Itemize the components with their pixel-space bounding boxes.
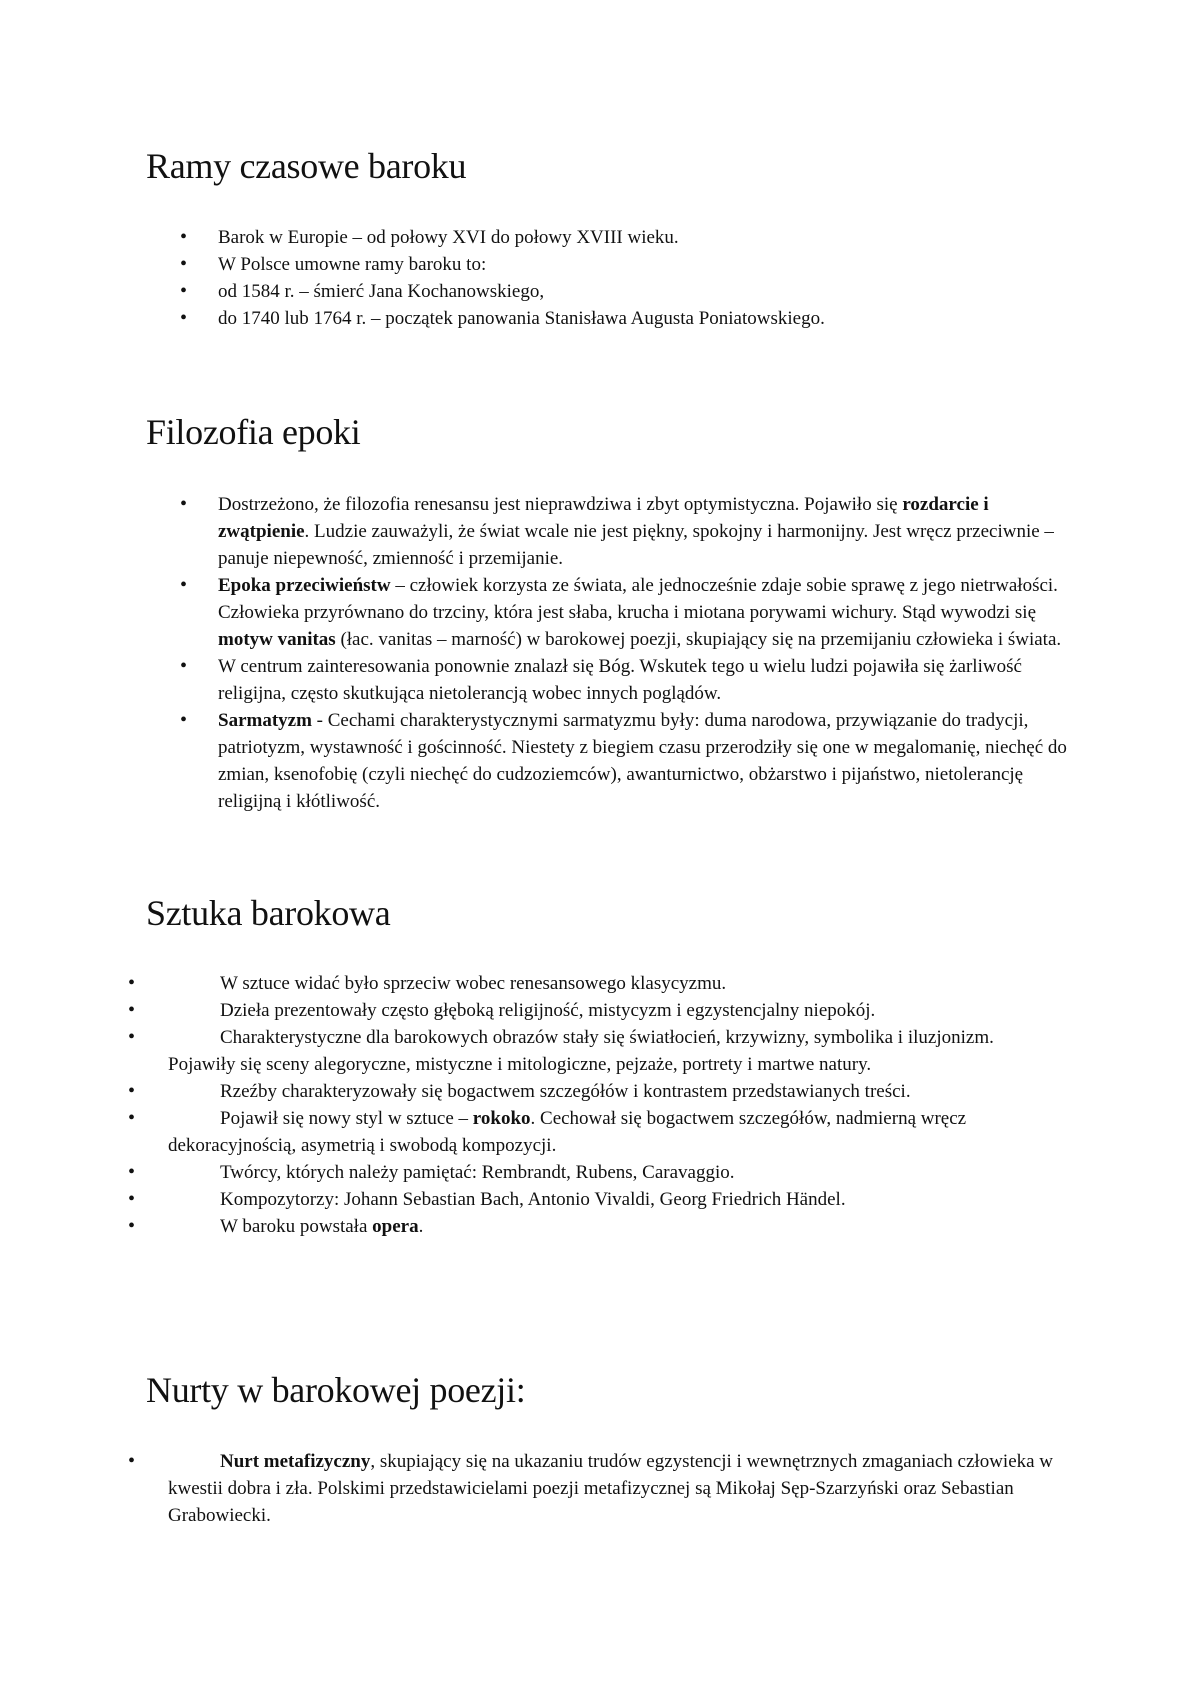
- bold-term: motyw vanitas: [218, 629, 336, 650]
- list-item: [180, 707, 1070, 815]
- heading-filozofia-epoki: Filozofia epoki: [146, 412, 361, 452]
- heading-nurty-poezji: Nurty w barokowej poezji:: [146, 1370, 526, 1410]
- list-item: [128, 970, 1063, 997]
- list-filozofia: [180, 491, 1070, 815]
- list-item: [128, 1213, 1063, 1240]
- text: , skupiający się na ukazaniu trudów egzystencji i wewnętrznych zmaganiach człowieka w kwestii dobra i zła. Polskimi przedstawicielami poezji metafizycznej są Mikołaj Sęp-Szarzyński oraz Sebastian Grabowiecki.: [168, 1451, 1054, 1526]
- text: - Cechami charakterystycznymi sarmatyzmu były: duma narodowa, przywiązanie do tradycji, patriotyzm, wystawność i gościnność. Niestety z biegiem czasu przerodziły się one w megalomanię, niechęć do zmian, ksenofobię (czyli niechęć do cudzoziemców), awanturnictwo, obżarstwo i pijaństwo, nietolerancję religijną i kłótliwość.: [218, 710, 1067, 812]
- list-item: • W Polsce umowne ramy baroku to:: [180, 251, 1080, 278]
- list-item: [128, 1024, 1063, 1078]
- list-sztuka: [128, 970, 1063, 1240]
- list-item: [128, 1105, 1063, 1159]
- list-item: • od 1584 r. – śmierć Jana Kochanowskiego,: [180, 278, 1080, 305]
- bold-term: rozdarcie i zwątpienie: [218, 494, 989, 542]
- heading-sztuka-barokowa: Sztuka barokowa: [146, 893, 391, 933]
- text: W baroku powstała: [220, 1216, 373, 1237]
- text: Rzeźby charakteryzowały się bogactwem szczegółów i kontrastem przedstawianych treści.: [220, 1081, 911, 1102]
- text: . Cechował się bogactwem szczegółów, nadmierną wręcz dekoracyjnością, asymetrią i swobodą kompozycji.: [168, 1108, 967, 1156]
- list-item: [128, 1078, 1063, 1105]
- bold-term: rokoko: [472, 1108, 531, 1129]
- text: – człowiek korzysta ze świata, ale jednocześnie zdaje sobie sprawę z jego nietrwałości. Człowieka przyrównano do trzciny, która jest słaba, krucha i miotana porywami wichury. Stąd wywodzi się: [218, 575, 1058, 623]
- text: .: [418, 1216, 424, 1237]
- text: W sztuce widać było sprzeciw wobec renesansowego klasycyzmu.: [220, 973, 727, 994]
- text: Charakterystyczne dla barokowych obrazów stały się światłocień, krzywizny, symbolika i iluzjonizm. Pojawiły się sceny alegoryczne, mistyczne i mitologiczne, pejzaże, portrety i martwe natury.: [168, 1027, 994, 1075]
- list-nurty: [128, 1448, 1063, 1529]
- text: (łac. vanitas – marność) w barokowej poezji, skupiający się na przemijaniu człowieka i świata.: [335, 629, 1062, 650]
- text: Dzieła prezentowały często głęboką religijność, mistycyzm i egzystencjalny niepokój.: [220, 1000, 876, 1021]
- bold-term: Sarmatyzm: [218, 710, 312, 731]
- bold-term: Nurt metafizyczny: [220, 1451, 371, 1472]
- text: Kompozytorzy: Johann Sebastian Bach, Antonio Vivaldi, Georg Friedrich Händel.: [220, 1189, 846, 1210]
- list-ramy-czasowe: [180, 224, 1080, 332]
- list-item: [128, 1159, 1063, 1186]
- heading-ramy-czasowe: Ramy czasowe baroku: [146, 146, 467, 186]
- list-item: [128, 997, 1063, 1024]
- list-item: • Barok w Europie – od połowy XVI do połowy XVIII wieku.: [180, 224, 1080, 251]
- bold-term: opera: [372, 1216, 419, 1237]
- list-item: [180, 491, 1070, 572]
- text: Twórcy, których należy pamiętać: Rembrandt, Rubens, Caravaggio.: [220, 1162, 735, 1183]
- list-item: • W centrum zainteresowania ponownie znalazł się Bóg. Wskutek tego u wielu ludzi pojawiła się żarliwość religijna, często skutkująca nietolerancją wobec innych poglądów.: [180, 653, 1070, 707]
- text: Dostrzeżono, że filozofia renesansu jest nieprawdziwa i zbyt optymistyczna. Pojawiło się: [218, 494, 903, 515]
- list-item: • do 1740 lub 1764 r. – początek panowania Stanisława Augusta Poniatowskiego.: [180, 305, 1080, 332]
- text: Pojawił się nowy styl w sztuce –: [220, 1108, 473, 1129]
- list-item: [128, 1186, 1063, 1213]
- list-item: [180, 572, 1070, 653]
- bold-term: Epoka przeciwieństw: [218, 575, 391, 596]
- text: . Ludzie zauważyli, że świat wcale nie jest piękny, spokojny i harmonijny. Jest wręcz przeciwnie – panuje niepewność, zmienność i przemijanie.: [218, 521, 1054, 569]
- list-item: [128, 1448, 1063, 1529]
